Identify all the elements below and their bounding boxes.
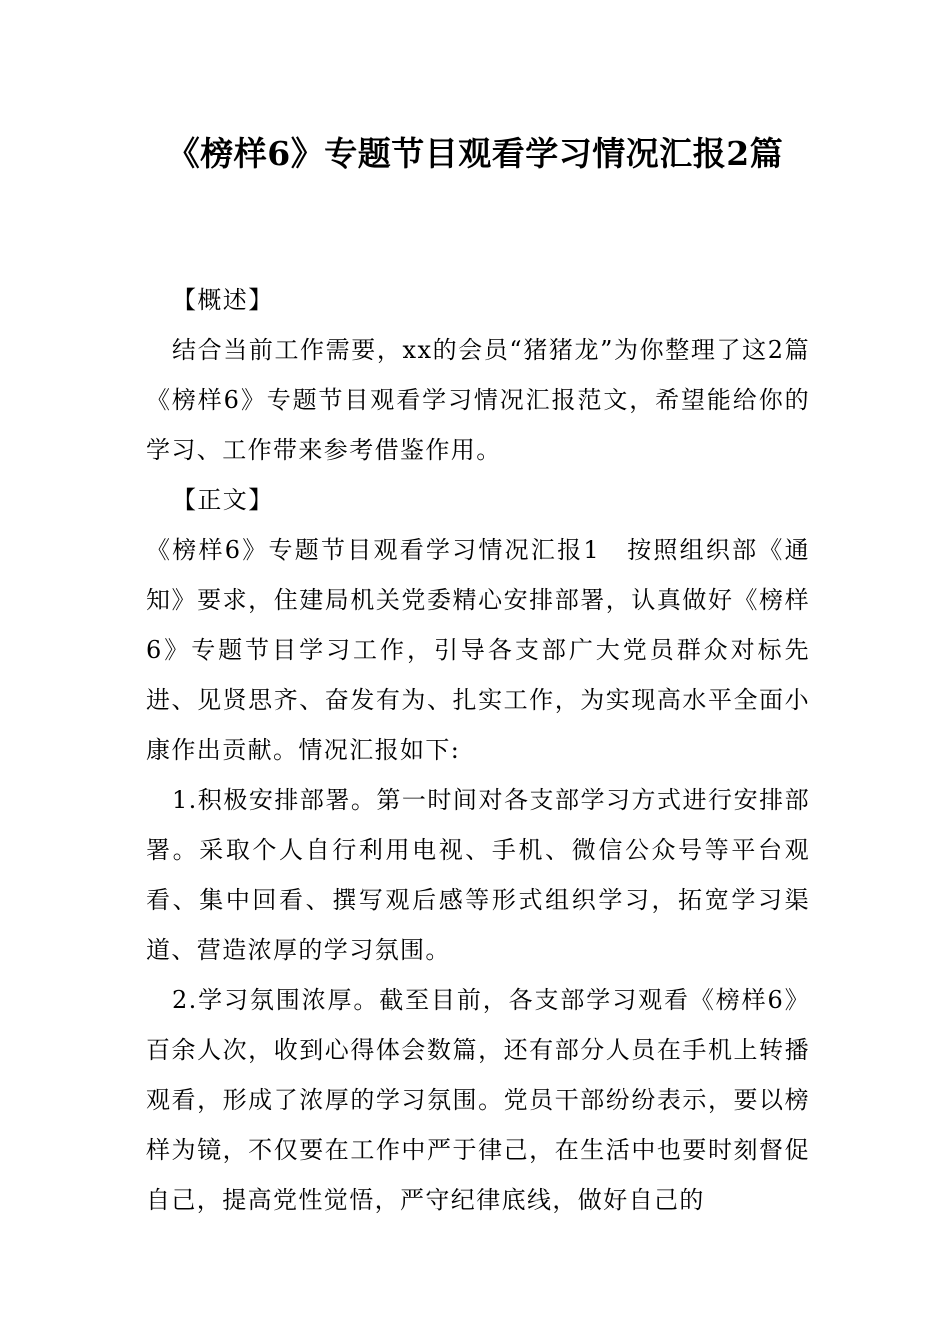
report-intro-paragraph: 《榜样6》专题节目观看学习情况汇报1 按照组织部《通知》要求，住建局机关党委精心安排部署，认真做好《榜样6》专题节目学习工作，引导各支部广大党员群众对标先进、见贤思齐、奋发有为、扎实工作，为实现高水平全面小康作出贡献。情况汇报如下: <box>146 536 810 764</box>
overview-paragraph: 结合当前工作需要，xx的会员“猪猪龙”为你整理了这2篇《榜样6》专题节目观看学习情况汇报范文，希望能给你的学习、工作带来参考借鉴作用。 <box>146 336 810 464</box>
item-2-paragraph: 2.学习氛围浓厚。截至目前，各支部学习观看《榜样6》百余人次，收到心得体会数篇，还有部分人员在手机上转播观看，形成了浓厚的学习氛围。党员干部纷纷表示，要以榜样为镜，不仅要在工作中严于律己，在生活中也要时刻督促自己，提高党性觉悟，严守纪律底线，做好自己的 <box>146 986 810 1214</box>
document-title: 《榜样6》专题节目观看学习情况汇报2篇 <box>166 134 784 173</box>
document-body <box>146 275 810 1225</box>
item-1-paragraph: 1.积极安排部署。第一时间对各支部学习方式进行安排部署。采取个人自行利用电视、手机、微信公众号等平台观看、集中回看、撰写观后感等形式组织学习，拓宽学习渠道、营造浓厚的学习氛围。 <box>146 786 810 964</box>
overview-heading: 【概述】 <box>172 286 274 314</box>
body-heading: 【正文】 <box>172 486 274 514</box>
